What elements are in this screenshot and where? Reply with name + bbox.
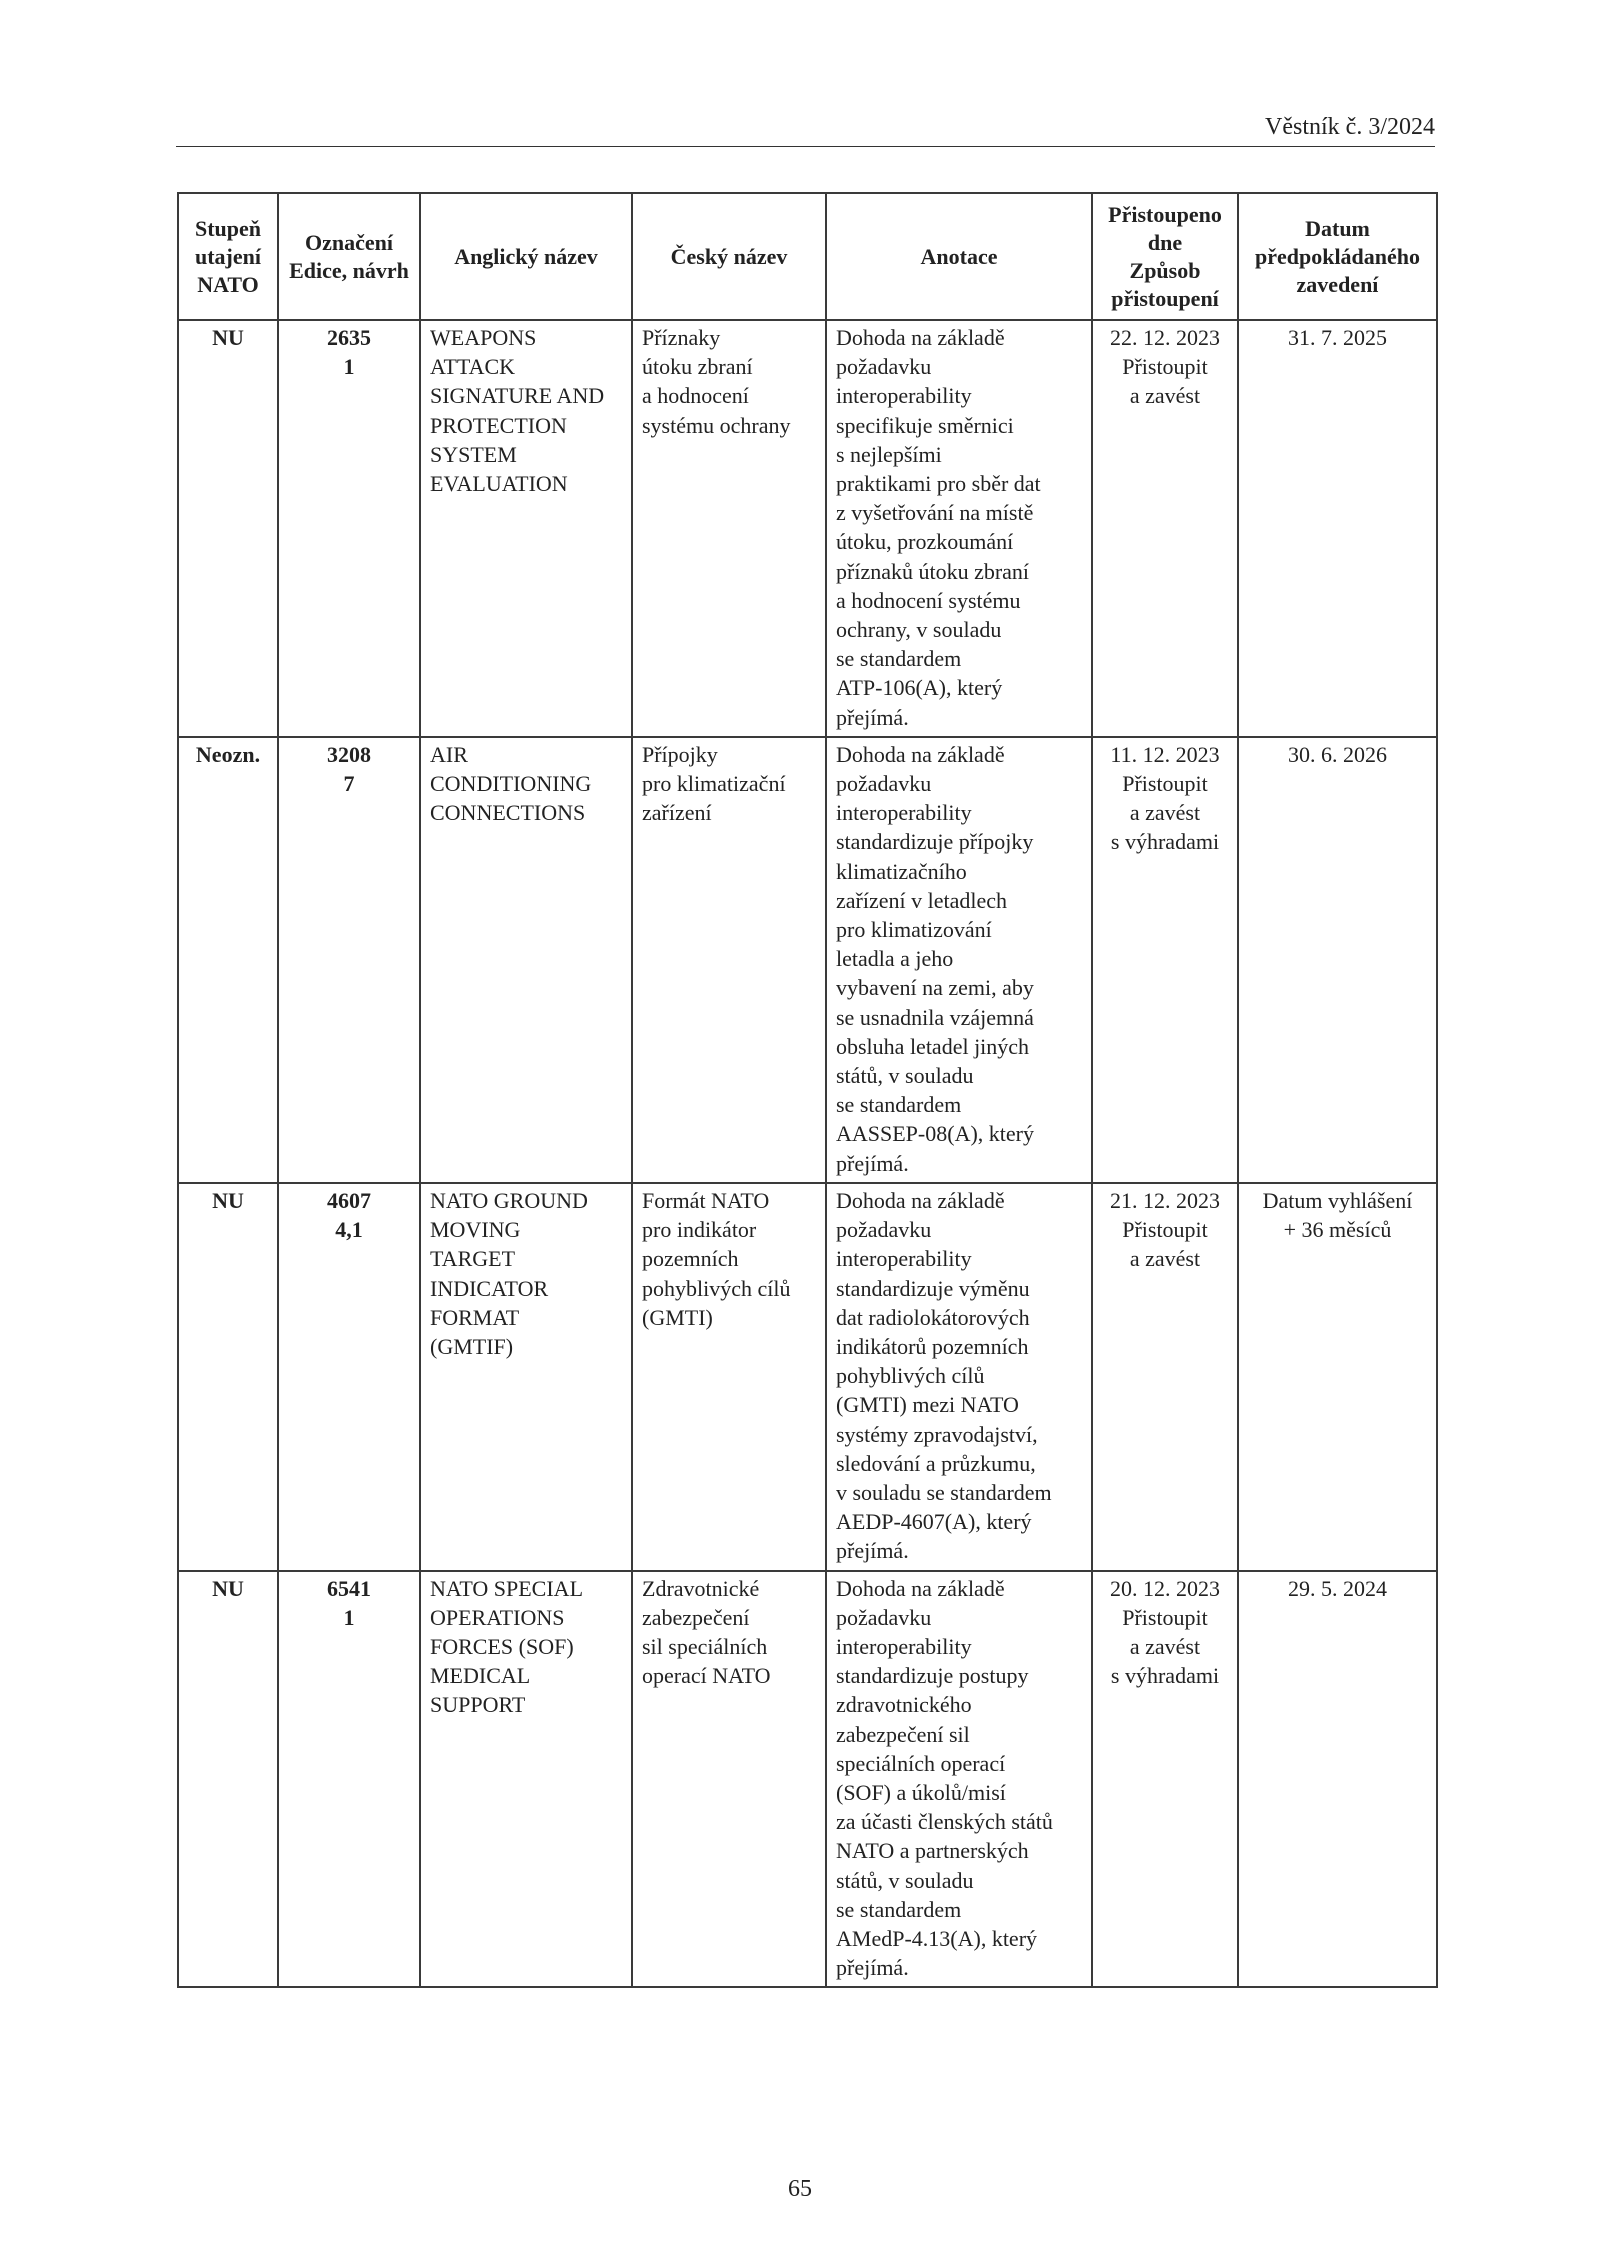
table-row <box>178 320 1437 737</box>
cell-designation: 4607 4,1 <box>278 1183 420 1571</box>
column-header-accession: Přistoupeno dne Způsob přistoupení <box>1092 193 1238 320</box>
cell-annotation: Dohoda na základě požadavku interoperability standardizuje výměnu dat radiolokátorových indikátorů pozemních pohyblivých cílů (GMTI) mezi NATO systémy zpravodajství, sledování a průzkumu, v souladu se standardem AEDP-4607(A), který přejímá. <box>826 1183 1092 1571</box>
cell-implementation-date: 30. 6. 2026 <box>1238 737 1437 1183</box>
cell-implementation-date: 29. 5. 2024 <box>1238 1571 1437 1988</box>
cell-designation: 2635 1 <box>278 320 420 737</box>
cell-classification: NU <box>178 1183 278 1571</box>
cell-accession: 11. 12. 2023 Přistoupit a zavést s výhradami <box>1092 737 1238 1183</box>
cell-implementation-date: 31. 7. 2025 <box>1238 320 1437 737</box>
cell-english-name: AIR CONDITIONING CONNECTIONS <box>420 737 632 1183</box>
column-header-implementation-date: Datum předpokládaného zavedení <box>1238 193 1437 320</box>
cell-czech-name: Příznaky útoku zbraní a hodnocení systému ochrany <box>632 320 826 737</box>
cell-czech-name: Formát NATO pro indikátor pozemních pohyblivých cílů (GMTI) <box>632 1183 826 1571</box>
cell-implementation-date: Datum vyhlášení + 36 měsíců <box>1238 1183 1437 1571</box>
cell-accession: 20. 12. 2023 Přistoupit a zavést s výhradami <box>1092 1571 1238 1988</box>
cell-classification: NU <box>178 320 278 737</box>
column-header-annotation: Anotace <box>826 193 1092 320</box>
column-header-designation: Označení Edice, návrh <box>278 193 420 320</box>
table-row <box>178 737 1437 1183</box>
cell-czech-name: Přípojky pro klimatizační zařízení <box>632 737 826 1183</box>
column-header-classification: Stupeň utajení NATO <box>178 193 278 320</box>
cell-annotation: Dohoda na základě požadavku interoperability specifikuje směrnici s nejlepšími praktikami pro sběr dat z vyšetřování na místě útoku, prozkoumání příznaků útoku zbraní a hodnocení systému ochrany, v souladu se standardem ATP-106(A), který přejímá. <box>826 320 1092 737</box>
table-row <box>178 1571 1437 1988</box>
table-header-row <box>178 193 1437 320</box>
column-header-czech-name: Český název <box>632 193 826 320</box>
cell-designation: 6541 1 <box>278 1571 420 1988</box>
running-header: Věstník č. 3/2024 <box>1265 114 1435 140</box>
cell-english-name: WEAPONS ATTACK SIGNATURE AND PROTECTION SYSTEM EVALUATION <box>420 320 632 737</box>
page-number: 65 <box>788 2176 812 2202</box>
cell-accession: 21. 12. 2023 Přistoupit a zavést <box>1092 1183 1238 1571</box>
cell-english-name: NATO GROUND MOVING TARGET INDICATOR FORMAT (GMTIF) <box>420 1183 632 1571</box>
header-rule <box>176 146 1435 147</box>
cell-designation: 3208 7 <box>278 737 420 1183</box>
cell-czech-name: Zdravotnické zabezpečení sil speciálních operací NATO <box>632 1571 826 1988</box>
nato-standards-table <box>177 192 1438 1988</box>
cell-classification: NU <box>178 1571 278 1988</box>
cell-annotation: Dohoda na základě požadavku interoperability standardizuje přípojky klimatizačního zařízení v letadlech pro klimatizování letadla a jeho vybavení na zemi, aby se usnadnila vzájemná obsluha letadel jiných států, v souladu se standardem AASSEP-08(A), který přejímá. <box>826 737 1092 1183</box>
cell-english-name: NATO SPECIAL OPERATIONS FORCES (SOF) MEDICAL SUPPORT <box>420 1571 632 1988</box>
table-row <box>178 1183 1437 1571</box>
cell-accession: 22. 12. 2023 Přistoupit a zavést <box>1092 320 1238 737</box>
cell-classification: Neozn. <box>178 737 278 1183</box>
column-header-english-name: Anglický název <box>420 193 632 320</box>
cell-annotation: Dohoda na základě požadavku interoperability standardizuje postupy zdravotnického zabezpečení sil speciálních operací (SOF) a úkolů/misí za účasti členských států NATO a partnerských států, v souladu se standardem AMedP-4.13(A), který přejímá. <box>826 1571 1092 1988</box>
